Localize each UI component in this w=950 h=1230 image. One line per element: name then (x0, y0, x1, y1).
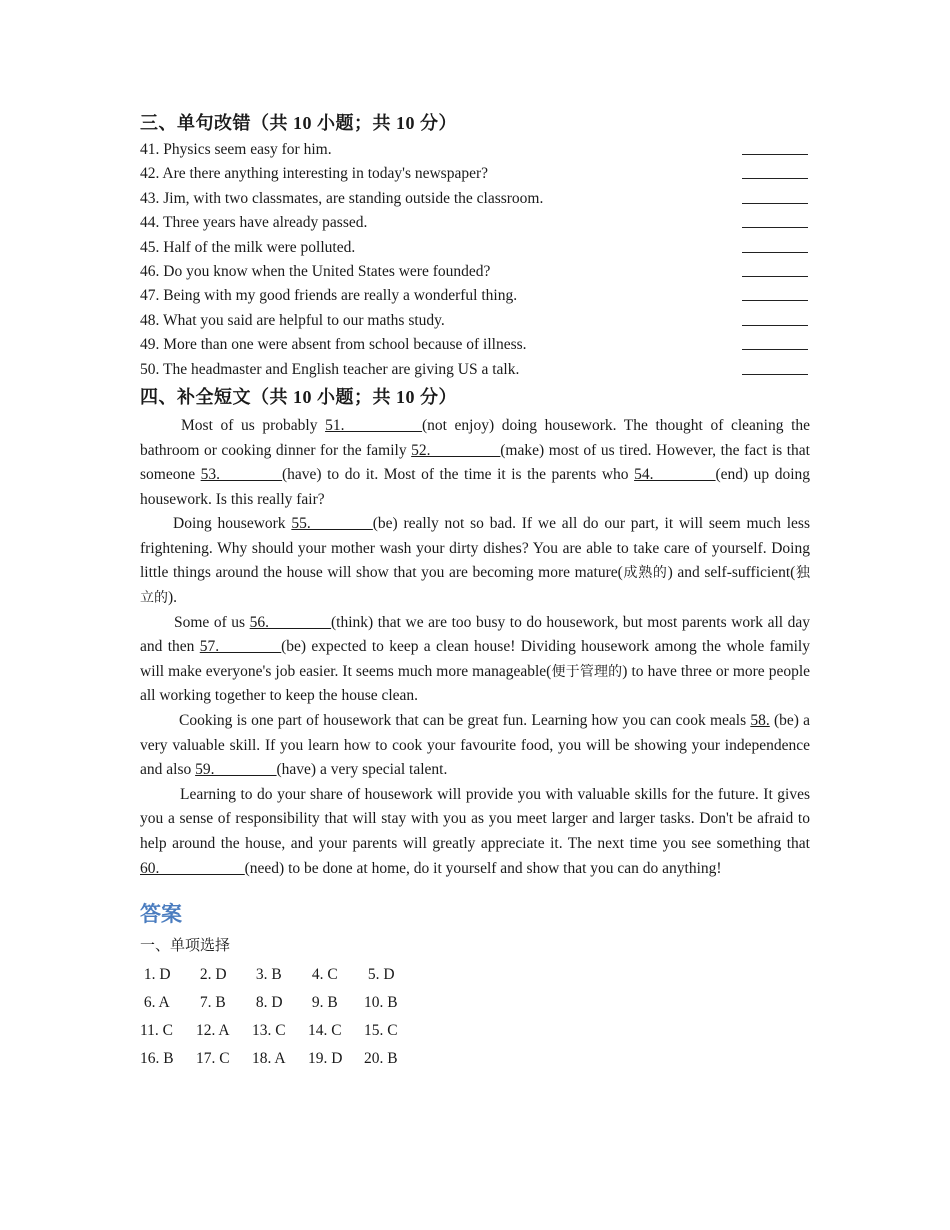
answer-cell: 16. B (140, 1050, 174, 1068)
answer-cell: 9. B (308, 994, 338, 1012)
section3-title: 三、单句改错（共 10 小题；共 10 分） (140, 113, 457, 133)
answers-heading: 答案 (140, 902, 182, 927)
blank-51[interactable]: 51.__________ (325, 416, 422, 434)
sentence-44: 44. Three years have already passed. (140, 211, 810, 235)
blank-53[interactable]: 53.________ (200, 466, 282, 484)
answer-blank[interactable] (742, 300, 808, 301)
answer-blank[interactable] (742, 349, 808, 350)
blank-52[interactable]: 52._________ (411, 441, 501, 459)
answer-cell: 11. C (140, 1022, 174, 1040)
answer-cell: 13. C (252, 1022, 286, 1040)
answer-cell: 1. D (140, 966, 171, 984)
answer-blank[interactable] (742, 178, 808, 179)
answer-blank[interactable] (742, 227, 808, 228)
sentence-49: 49. More than one were absent from school because of illness. (140, 333, 810, 357)
blank-56[interactable]: 56.________ (249, 613, 332, 631)
answer-cell: 19. D (308, 1050, 343, 1068)
blank-60[interactable]: 60.___________ (140, 859, 245, 877)
answer-cell: 3. B (252, 966, 282, 984)
sentence-46: 46. Do you know when the United States were founded? (140, 260, 810, 284)
section4-title: 四、补全短文（共 10 小题；共 10 分） (140, 386, 457, 407)
section3-sentence-list (140, 138, 810, 382)
passage-paragraph-3: Some of us 56.________(think) that we are too busy to do housework, but most parents work all day and then 57.________(be) expected to keep a clean house! Dividing housework among the whole family will make everyone's job easier. It seems much more manageable(便于管理的) to have three or more people all working together to keep the house clean. (140, 613, 811, 705)
passage-paragraph-2: Doing housework 55.________(be) really not so bad. If we all do our part, it will seem much less frightening. Why should your mother wash your dirty dishes? You are able to take care of yourself. Doing little things around the house will show that you are becoming more mature(成熟的) and self-sufficient(独立的). (140, 515, 811, 607)
answer-grid (140, 961, 810, 1073)
answer-blank[interactable] (742, 374, 808, 375)
sentence-41: 41. Physics seem easy for him. (140, 138, 810, 162)
passage-paragraph-1: Most of us probably 51.__________(not enjoy) doing housework. The thought of cleaning the bathroom or cooking dinner for the family 52._________(make) most of us tired. However, the fact is that someone 53.________(have) to do it. Most of the time it is the parents who 54.________(end) up doing housework. Is this really fair? (140, 416, 811, 508)
answer-blank[interactable] (742, 252, 808, 253)
sentence-50: 50. The headmaster and English teacher are giving US a talk. (140, 358, 810, 382)
answer-cell: 20. B (364, 1050, 398, 1068)
answer-cell: 2. D (196, 966, 227, 984)
answer-cell: 12. A (196, 1022, 230, 1040)
sentence-48: 48. What you said are helpful to our maths study. (140, 309, 810, 333)
blank-58[interactable]: 58. (750, 712, 770, 730)
sentence-47: 47. Being with my good friends are really a wonderful thing. (140, 284, 810, 308)
answer-cell: 8. D (252, 994, 283, 1012)
answers-section1-title: 一、单项选择 (140, 936, 231, 955)
answer-cell: 7. B (196, 994, 226, 1012)
blank-55[interactable]: 55.________ (291, 515, 373, 533)
answer-cell: 18. A (252, 1050, 286, 1068)
answer-cell: 10. B (364, 994, 398, 1012)
blank-57[interactable]: 57.________ (199, 638, 282, 656)
passage-paragraph-5: Learning to do your share of housework will provide you with valuable skills for the future. It gives you a sense of responsibility that will stay with you as you meet larger and larger tasks. Don't be afraid to help around the house, and your parents will greatly appreciate it. The next time you see something that 60.___________(need) to be done at home, do it yourself and show that you can do anything! (140, 785, 810, 877)
answer-cell: 17. C (196, 1050, 230, 1068)
document-page (140, 110, 810, 1073)
sentence-43: 43. Jim, with two classmates, are standing outside the classroom. (140, 187, 810, 211)
answer-blank[interactable] (742, 203, 808, 204)
sentence-42: 42. Are there anything interesting in today's newspaper? (140, 162, 810, 186)
answer-cell: 5. D (364, 966, 395, 984)
answer-blank[interactable] (742, 276, 808, 277)
answer-blank[interactable] (742, 154, 808, 155)
blank-59[interactable]: 59.________ (195, 761, 277, 779)
answer-blank[interactable] (742, 325, 808, 326)
passage-paragraph-4: Cooking is one part of housework that can be great fun. Learning how you can cook meals 58. (be) a very valuable skill. If you learn how to cook your favourite food, you will be showing your independence and also 59.________(have) a very special talent. (140, 712, 810, 779)
answer-cell: 6. A (140, 994, 170, 1012)
sentence-45: 45. Half of the milk were polluted. (140, 236, 810, 260)
answer-cell: 14. C (308, 1022, 342, 1040)
answer-cell: 15. C (364, 1022, 398, 1040)
answer-cell: 4. C (308, 966, 338, 984)
blank-54[interactable]: 54.________ (634, 466, 716, 484)
